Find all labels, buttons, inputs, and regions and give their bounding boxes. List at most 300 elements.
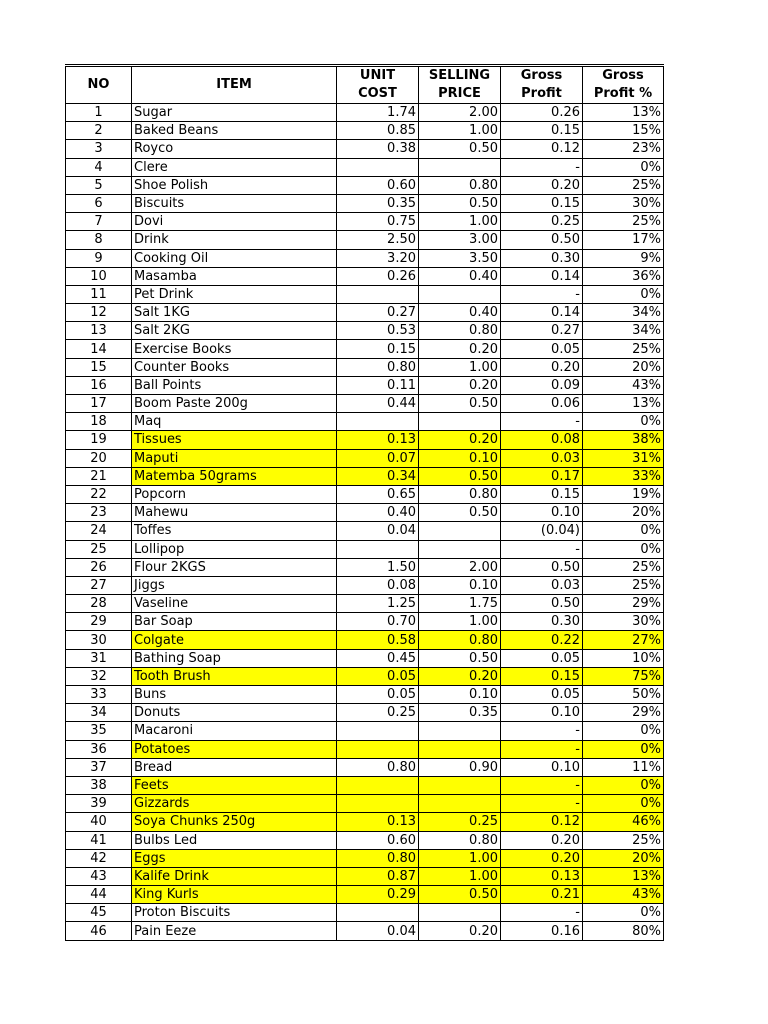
cell-gross-profit: 0.05: [501, 340, 583, 358]
cell-unit-cost: 0.70: [337, 613, 419, 631]
table-row: [66, 776, 664, 794]
cell-gross-profit: 0.15: [501, 122, 583, 140]
cell-gross-profit-pct: 20%: [583, 358, 664, 376]
table-row: [66, 176, 664, 194]
cell-unit-cost: [337, 795, 419, 813]
cell-no: 3: [66, 140, 132, 158]
cell-selling-price: 0.80: [419, 831, 501, 849]
cell-gross-profit: 0.13: [501, 867, 583, 885]
cell-gross-profit: 0.14: [501, 267, 583, 285]
cell-unit-cost: [337, 904, 419, 922]
cell-gross-profit: 0.03: [501, 449, 583, 467]
cell-gross-profit-pct: 11%: [583, 758, 664, 776]
table-row: [66, 431, 664, 449]
cell-item: Exercise Books: [132, 340, 337, 358]
cell-gross-profit: 0.27: [501, 322, 583, 340]
table-row: [66, 249, 664, 267]
price-table: [65, 64, 664, 941]
cell-selling-price: 0.50: [419, 395, 501, 413]
cell-unit-cost: [337, 540, 419, 558]
cell-selling-price: 0.10: [419, 449, 501, 467]
cell-item: Drink: [132, 231, 337, 249]
cell-gross-profit-pct: 0%: [583, 740, 664, 758]
cell-no: 5: [66, 176, 132, 194]
cell-item: Soya Chunks 250g: [132, 813, 337, 831]
cell-gross-profit: 0.50: [501, 595, 583, 613]
table-row: [66, 395, 664, 413]
cell-gross-profit-pct: 10%: [583, 649, 664, 667]
cell-gross-profit-pct: 13%: [583, 104, 664, 122]
cell-no: 41: [66, 831, 132, 849]
cell-gross-profit-pct: 13%: [583, 867, 664, 885]
cell-selling-price: 0.50: [419, 140, 501, 158]
table-row: [66, 849, 664, 867]
cell-gross-profit-pct: 34%: [583, 322, 664, 340]
cell-selling-price: 1.00: [419, 867, 501, 885]
cell-gross-profit-pct: 20%: [583, 504, 664, 522]
cell-selling-price: 0.40: [419, 267, 501, 285]
cell-no: 4: [66, 158, 132, 176]
table-row: [66, 649, 664, 667]
cell-no: 6: [66, 194, 132, 212]
cell-gross-profit: (0.04): [501, 522, 583, 540]
cell-unit-cost: 3.20: [337, 249, 419, 267]
table-row: [66, 813, 664, 831]
cell-unit-cost: 0.34: [337, 467, 419, 485]
cell-no: 34: [66, 704, 132, 722]
cell-gross-profit-pct: 36%: [583, 267, 664, 285]
cell-unit-cost: 0.40: [337, 504, 419, 522]
cell-gross-profit-pct: 20%: [583, 849, 664, 867]
cell-unit-cost: 0.05: [337, 686, 419, 704]
cell-item: Bathing Soap: [132, 649, 337, 667]
cell-selling-price: 0.40: [419, 304, 501, 322]
cell-gross-profit: 0.20: [501, 358, 583, 376]
cell-no: 22: [66, 485, 132, 503]
cell-item: Buns: [132, 686, 337, 704]
table-row: [66, 340, 664, 358]
cell-gross-profit-pct: 38%: [583, 431, 664, 449]
cell-item: Cooking Oil: [132, 249, 337, 267]
cell-gross-profit-pct: 25%: [583, 558, 664, 576]
table-header: [66, 66, 664, 104]
cell-no: 44: [66, 886, 132, 904]
table-row: [66, 540, 664, 558]
table-row: [66, 831, 664, 849]
cell-no: 36: [66, 740, 132, 758]
cell-unit-cost: 0.13: [337, 431, 419, 449]
cell-item: Gizzards: [132, 795, 337, 813]
cell-no: 40: [66, 813, 132, 831]
cell-item: Mahewu: [132, 504, 337, 522]
cell-no: 38: [66, 776, 132, 794]
cell-gross-profit-pct: 33%: [583, 467, 664, 485]
cell-gross-profit: -: [501, 776, 583, 794]
cell-selling-price: [419, 285, 501, 303]
table-row: [66, 740, 664, 758]
cell-item: Proton Biscuits: [132, 904, 337, 922]
cell-no: 26: [66, 558, 132, 576]
cell-unit-cost: 0.60: [337, 176, 419, 194]
cell-unit-cost: 2.50: [337, 231, 419, 249]
cell-gross-profit: 0.50: [501, 558, 583, 576]
cell-selling-price: 0.20: [419, 340, 501, 358]
cell-no: 13: [66, 322, 132, 340]
cell-selling-price: [419, 158, 501, 176]
table-row: [66, 322, 664, 340]
cell-selling-price: 0.20: [419, 431, 501, 449]
cell-item: Potatoes: [132, 740, 337, 758]
cell-gross-profit: 0.50: [501, 231, 583, 249]
cell-no: 14: [66, 340, 132, 358]
cell-unit-cost: 0.65: [337, 485, 419, 503]
cell-item: Counter Books: [132, 358, 337, 376]
cell-selling-price: [419, 413, 501, 431]
cell-gross-profit-pct: 75%: [583, 667, 664, 685]
cell-gross-profit-pct: 0%: [583, 722, 664, 740]
header-no: NO: [66, 66, 132, 104]
cell-gross-profit-pct: 0%: [583, 285, 664, 303]
cell-selling-price: [419, 740, 501, 758]
cell-gross-profit: 0.12: [501, 813, 583, 831]
table-row: [66, 558, 664, 576]
cell-gross-profit: 0.08: [501, 431, 583, 449]
cell-item: Biscuits: [132, 194, 337, 212]
cell-gross-profit-pct: 29%: [583, 704, 664, 722]
cell-gross-profit-pct: 25%: [583, 831, 664, 849]
table-row: [66, 576, 664, 594]
cell-unit-cost: 0.08: [337, 576, 419, 594]
cell-gross-profit: 0.20: [501, 849, 583, 867]
cell-item: Salt 1KG: [132, 304, 337, 322]
table-row: [66, 158, 664, 176]
cell-unit-cost: 0.25: [337, 704, 419, 722]
cell-item: Jiggs: [132, 576, 337, 594]
table-row: [66, 358, 664, 376]
cell-unit-cost: 1.25: [337, 595, 419, 613]
cell-gross-profit: -: [501, 795, 583, 813]
cell-selling-price: 1.00: [419, 613, 501, 631]
cell-selling-price: 2.00: [419, 558, 501, 576]
cell-selling-price: [419, 540, 501, 558]
table-row: [66, 267, 664, 285]
cell-gross-profit: -: [501, 540, 583, 558]
cell-selling-price: [419, 776, 501, 794]
cell-gross-profit: 0.05: [501, 649, 583, 667]
cell-no: 1: [66, 104, 132, 122]
cell-gross-profit: 0.20: [501, 831, 583, 849]
cell-gross-profit-pct: 9%: [583, 249, 664, 267]
cell-selling-price: 0.80: [419, 485, 501, 503]
cell-gross-profit-pct: 17%: [583, 231, 664, 249]
cell-unit-cost: [337, 158, 419, 176]
cell-no: 28: [66, 595, 132, 613]
cell-gross-profit-pct: 0%: [583, 776, 664, 794]
cell-no: 7: [66, 213, 132, 231]
table-row: [66, 686, 664, 704]
cell-no: 16: [66, 376, 132, 394]
cell-no: 24: [66, 522, 132, 540]
table-row: [66, 522, 664, 540]
cell-no: 18: [66, 413, 132, 431]
header-selling-price: SELLING PRICE: [419, 66, 501, 104]
cell-item: Tooth Brush: [132, 667, 337, 685]
cell-item: Shoe Polish: [132, 176, 337, 194]
cell-gross-profit-pct: 34%: [583, 304, 664, 322]
cell-item: Kalife Drink: [132, 867, 337, 885]
cell-gross-profit: 0.06: [501, 395, 583, 413]
cell-no: 21: [66, 467, 132, 485]
cell-gross-profit-pct: 46%: [583, 813, 664, 831]
cell-selling-price: 0.50: [419, 467, 501, 485]
cell-gross-profit-pct: 13%: [583, 395, 664, 413]
cell-unit-cost: 0.05: [337, 667, 419, 685]
table-row: [66, 667, 664, 685]
table-row: [66, 213, 664, 231]
cell-selling-price: 0.20: [419, 922, 501, 940]
cell-unit-cost: 0.27: [337, 304, 419, 322]
cell-gross-profit-pct: 25%: [583, 340, 664, 358]
cell-gross-profit: 0.14: [501, 304, 583, 322]
cell-item: Bar Soap: [132, 613, 337, 631]
cell-unit-cost: 0.45: [337, 649, 419, 667]
cell-selling-price: 2.00: [419, 104, 501, 122]
cell-no: 10: [66, 267, 132, 285]
cell-item: Masamba: [132, 267, 337, 285]
cell-selling-price: 3.00: [419, 231, 501, 249]
cell-gross-profit-pct: 50%: [583, 686, 664, 704]
cell-no: 39: [66, 795, 132, 813]
cell-no: 15: [66, 358, 132, 376]
cell-gross-profit-pct: 25%: [583, 576, 664, 594]
cell-selling-price: 0.35: [419, 704, 501, 722]
cell-item: Dovi: [132, 213, 337, 231]
table-row: [66, 467, 664, 485]
cell-no: 23: [66, 504, 132, 522]
table-row: [66, 122, 664, 140]
cell-item: Flour 2KGS: [132, 558, 337, 576]
cell-unit-cost: [337, 740, 419, 758]
cell-item: Clere: [132, 158, 337, 176]
cell-no: 46: [66, 922, 132, 940]
cell-unit-cost: [337, 285, 419, 303]
cell-item: Lollipop: [132, 540, 337, 558]
table-row: [66, 413, 664, 431]
header-row: [66, 66, 664, 104]
cell-gross-profit-pct: 30%: [583, 194, 664, 212]
cell-unit-cost: 0.44: [337, 395, 419, 413]
cell-gross-profit: 0.17: [501, 467, 583, 485]
cell-gross-profit: 0.30: [501, 613, 583, 631]
cell-no: 43: [66, 867, 132, 885]
cell-no: 33: [66, 686, 132, 704]
cell-selling-price: 0.25: [419, 813, 501, 831]
cell-gross-profit-pct: 23%: [583, 140, 664, 158]
cell-unit-cost: 0.80: [337, 758, 419, 776]
cell-no: 8: [66, 231, 132, 249]
cell-gross-profit-pct: 43%: [583, 376, 664, 394]
cell-selling-price: 0.50: [419, 504, 501, 522]
header-gross-profit-pct: Gross Profit %: [583, 66, 664, 104]
table-row: [66, 631, 664, 649]
cell-selling-price: 1.00: [419, 122, 501, 140]
cell-gross-profit: -: [501, 722, 583, 740]
header-item: ITEM: [132, 66, 337, 104]
table-row: [66, 449, 664, 467]
header-unit-cost: UNIT COST: [337, 66, 419, 104]
cell-gross-profit: 0.25: [501, 213, 583, 231]
table-row: [66, 922, 664, 940]
cell-selling-price: [419, 722, 501, 740]
cell-selling-price: 0.80: [419, 322, 501, 340]
table-row: [66, 867, 664, 885]
cell-gross-profit: -: [501, 904, 583, 922]
cell-item: Maq: [132, 413, 337, 431]
cell-unit-cost: 0.58: [337, 631, 419, 649]
cell-gross-profit: 0.22: [501, 631, 583, 649]
table-row: [66, 376, 664, 394]
cell-no: 17: [66, 395, 132, 413]
cell-no: 12: [66, 304, 132, 322]
table-row: [66, 904, 664, 922]
cell-gross-profit: -: [501, 413, 583, 431]
cell-selling-price: 1.00: [419, 358, 501, 376]
cell-selling-price: [419, 522, 501, 540]
cell-no: 31: [66, 649, 132, 667]
cell-gross-profit: 0.26: [501, 104, 583, 122]
cell-gross-profit-pct: 0%: [583, 158, 664, 176]
cell-no: 2: [66, 122, 132, 140]
cell-no: 11: [66, 285, 132, 303]
cell-gross-profit: -: [501, 740, 583, 758]
cell-gross-profit-pct: 0%: [583, 413, 664, 431]
cell-unit-cost: 0.53: [337, 322, 419, 340]
cell-item: Bulbs Led: [132, 831, 337, 849]
cell-unit-cost: 0.15: [337, 340, 419, 358]
cell-unit-cost: 0.07: [337, 449, 419, 467]
cell-unit-cost: 0.75: [337, 213, 419, 231]
cell-no: 25: [66, 540, 132, 558]
table-row: [66, 485, 664, 503]
cell-selling-price: 0.80: [419, 631, 501, 649]
header-gross-profit: Gross Profit: [501, 66, 583, 104]
cell-item: Salt 2KG: [132, 322, 337, 340]
cell-gross-profit-pct: 25%: [583, 213, 664, 231]
table-row: [66, 104, 664, 122]
table-row: [66, 504, 664, 522]
cell-item: Colgate: [132, 631, 337, 649]
cell-unit-cost: 0.80: [337, 849, 419, 867]
cell-no: 9: [66, 249, 132, 267]
cell-unit-cost: 0.04: [337, 522, 419, 540]
cell-unit-cost: 0.35: [337, 194, 419, 212]
cell-item: Pet Drink: [132, 285, 337, 303]
cell-gross-profit: 0.30: [501, 249, 583, 267]
cell-gross-profit: 0.10: [501, 758, 583, 776]
cell-selling-price: 1.00: [419, 213, 501, 231]
cell-selling-price: 3.50: [419, 249, 501, 267]
cell-gross-profit: 0.10: [501, 704, 583, 722]
table-row: [66, 140, 664, 158]
cell-gross-profit-pct: 19%: [583, 485, 664, 503]
cell-gross-profit: 0.05: [501, 686, 583, 704]
cell-gross-profit: -: [501, 158, 583, 176]
cell-item: Feets: [132, 776, 337, 794]
cell-no: 37: [66, 758, 132, 776]
cell-gross-profit-pct: 29%: [583, 595, 664, 613]
table-row: [66, 595, 664, 613]
cell-unit-cost: [337, 413, 419, 431]
cell-item: Boom Paste 200g: [132, 395, 337, 413]
cell-no: 29: [66, 613, 132, 631]
cell-item: Baked Beans: [132, 122, 337, 140]
table-row: [66, 704, 664, 722]
cell-item: Royco: [132, 140, 337, 158]
cell-gross-profit-pct: 25%: [583, 176, 664, 194]
cell-selling-price: 0.50: [419, 886, 501, 904]
cell-gross-profit-pct: 43%: [583, 886, 664, 904]
cell-gross-profit: 0.15: [501, 667, 583, 685]
cell-gross-profit-pct: 31%: [583, 449, 664, 467]
table-row: [66, 285, 664, 303]
cell-unit-cost: 1.74: [337, 104, 419, 122]
cell-no: 45: [66, 904, 132, 922]
table-row: [66, 194, 664, 212]
cell-gross-profit: 0.21: [501, 886, 583, 904]
cell-gross-profit-pct: 0%: [583, 795, 664, 813]
cell-unit-cost: [337, 776, 419, 794]
cell-unit-cost: 0.04: [337, 922, 419, 940]
cell-gross-profit: 0.12: [501, 140, 583, 158]
cell-gross-profit: 0.03: [501, 576, 583, 594]
cell-selling-price: 0.50: [419, 649, 501, 667]
cell-selling-price: 0.10: [419, 686, 501, 704]
table-row: [66, 886, 664, 904]
cell-gross-profit-pct: 30%: [583, 613, 664, 631]
cell-item: King Kurls: [132, 886, 337, 904]
cell-selling-price: 0.90: [419, 758, 501, 776]
cell-unit-cost: 0.38: [337, 140, 419, 158]
cell-item: Pain Eeze: [132, 922, 337, 940]
cell-unit-cost: 0.29: [337, 886, 419, 904]
cell-gross-profit: 0.20: [501, 176, 583, 194]
cell-gross-profit: 0.16: [501, 922, 583, 940]
cell-item: Matemba 50grams: [132, 467, 337, 485]
cell-gross-profit: -: [501, 285, 583, 303]
cell-unit-cost: 0.26: [337, 267, 419, 285]
cell-gross-profit-pct: 0%: [583, 540, 664, 558]
cell-gross-profit: 0.15: [501, 485, 583, 503]
table-body: [66, 104, 664, 941]
table-row: [66, 231, 664, 249]
cell-no: 32: [66, 667, 132, 685]
cell-item: Vaseline: [132, 595, 337, 613]
cell-unit-cost: 1.50: [337, 558, 419, 576]
cell-unit-cost: [337, 722, 419, 740]
table-row: [66, 613, 664, 631]
cell-selling-price: 0.10: [419, 576, 501, 594]
cell-unit-cost: 0.11: [337, 376, 419, 394]
cell-item: Tissues: [132, 431, 337, 449]
cell-selling-price: 1.00: [419, 849, 501, 867]
cell-no: 35: [66, 722, 132, 740]
cell-no: 19: [66, 431, 132, 449]
cell-selling-price: 0.20: [419, 667, 501, 685]
cell-gross-profit: 0.09: [501, 376, 583, 394]
table-row: [66, 795, 664, 813]
cell-item: Eggs: [132, 849, 337, 867]
table-row: [66, 304, 664, 322]
